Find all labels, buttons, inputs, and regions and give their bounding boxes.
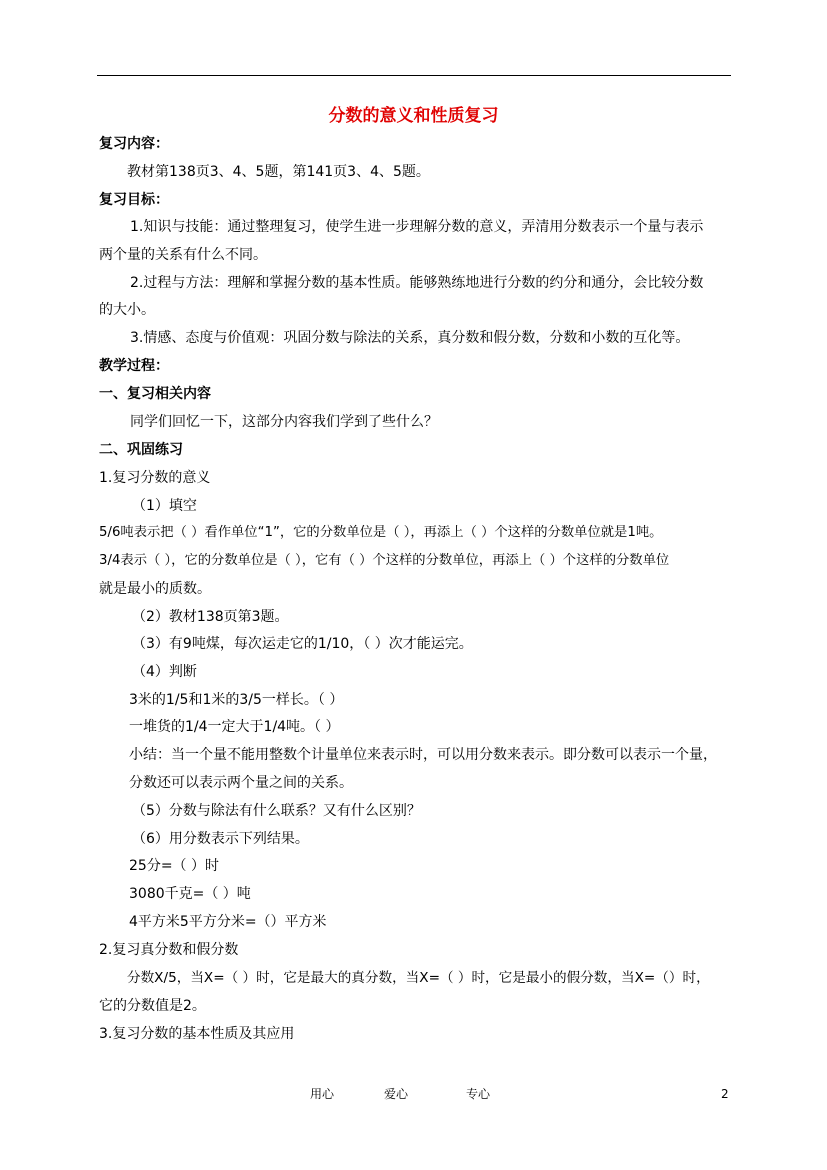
page-number: 2 xyxy=(721,1087,729,1101)
exercise-item: （2）教材138页第3题。 xyxy=(132,609,289,625)
exercise-line: 25分=（ ）时 xyxy=(129,858,219,874)
footer-word: 用心 xyxy=(310,1087,335,1101)
heading-review-content: 复习内容： xyxy=(99,136,169,152)
section-heading: 二、巩固练习 xyxy=(99,442,183,458)
exercise-line: 就是最小的质数。 xyxy=(99,581,211,597)
summary-line: 小结：当一个量不能用整数个计量单位来表示时，可以用分数来表示。即分数可以表示一个量， xyxy=(129,747,717,763)
paragraph-line: 3.情感、态度与价值观：巩固分数与除法的关系，真分数和假分数，分数和小数的互化等。 xyxy=(130,330,690,346)
paragraph-line: 的大小。 xyxy=(99,302,155,318)
section-heading: 一、复习相关内容 xyxy=(99,386,211,402)
exercise-line: 一堆货的1/4一定大于1/4吨。（ ） xyxy=(129,719,340,735)
page-title: 分数的意义和性质复习 xyxy=(328,106,499,126)
header-rule xyxy=(97,75,731,76)
exercise-item: （1）填空 xyxy=(132,498,197,514)
exercise-item: （6）用分数表示下列结果。 xyxy=(132,831,309,847)
footer-word: 专心 xyxy=(466,1087,491,1101)
exercise-item: （5）分数与除法有什么联系？又有什么区别？ xyxy=(132,803,421,819)
exercise-line: 分数X/5，当X=（ ）时，它是最大的真分数，当X=（ ）时，它是最小的假分数，当X=（）时， xyxy=(127,970,710,986)
subsection-heading: 1.复习分数的意义 xyxy=(99,470,211,486)
exercise-line: 4平方米5平方分米=（）平方米 xyxy=(129,914,327,930)
heading-teaching-process: 教学过程： xyxy=(99,358,169,374)
footer-word: 爱心 xyxy=(384,1087,409,1101)
exercise-line: 它的分数值是2。 xyxy=(99,998,206,1014)
paragraph-line: 两个量的关系有什么不同。 xyxy=(99,247,267,263)
exercise-line: 3080千克=（ ）吨 xyxy=(129,886,251,902)
subsection-heading: 3.复习分数的基本性质及其应用 xyxy=(99,1026,295,1042)
subsection-heading: 2.复习真分数和假分数 xyxy=(99,942,239,958)
paragraph-line: 同学们回忆一下，这部分内容我们学到了些什么？ xyxy=(130,414,438,430)
exercise-item: （3）有9吨煤，每次运走它的1/10，（ ）次才能运完。 xyxy=(132,636,473,652)
paragraph-line: 教材第138页3、4、5题，第141页3、4、5题。 xyxy=(127,164,430,180)
exercise-item: （4）判断 xyxy=(132,664,197,680)
paragraph-line: 2.过程与方法：理解和掌握分数的基本性质。能够熟练地进行分数的约分和通分，会比较分数 xyxy=(130,275,704,291)
heading-review-goals: 复习目标： xyxy=(99,192,169,208)
exercise-line: 3/4表示（ ），它的分数单位是（ ），它有（ ）个这样的分数单位，再添上（ ）个这样的分数单位 xyxy=(99,553,670,568)
exercise-line: 5/6吨表示把（ ）看作单位“1”，它的分数单位是（ ），再添上（ ）个这样的分数单位就是1吨。 xyxy=(99,525,663,540)
exercise-line: 3米的1/5和1米的3/5一样长。（ ） xyxy=(129,692,344,708)
summary-line: 分数还可以表示两个量之间的关系。 xyxy=(129,775,353,791)
paragraph-line: 1.知识与技能：通过整理复习，使学生进一步理解分数的意义，弄清用分数表示一个量与表示 xyxy=(130,219,704,235)
